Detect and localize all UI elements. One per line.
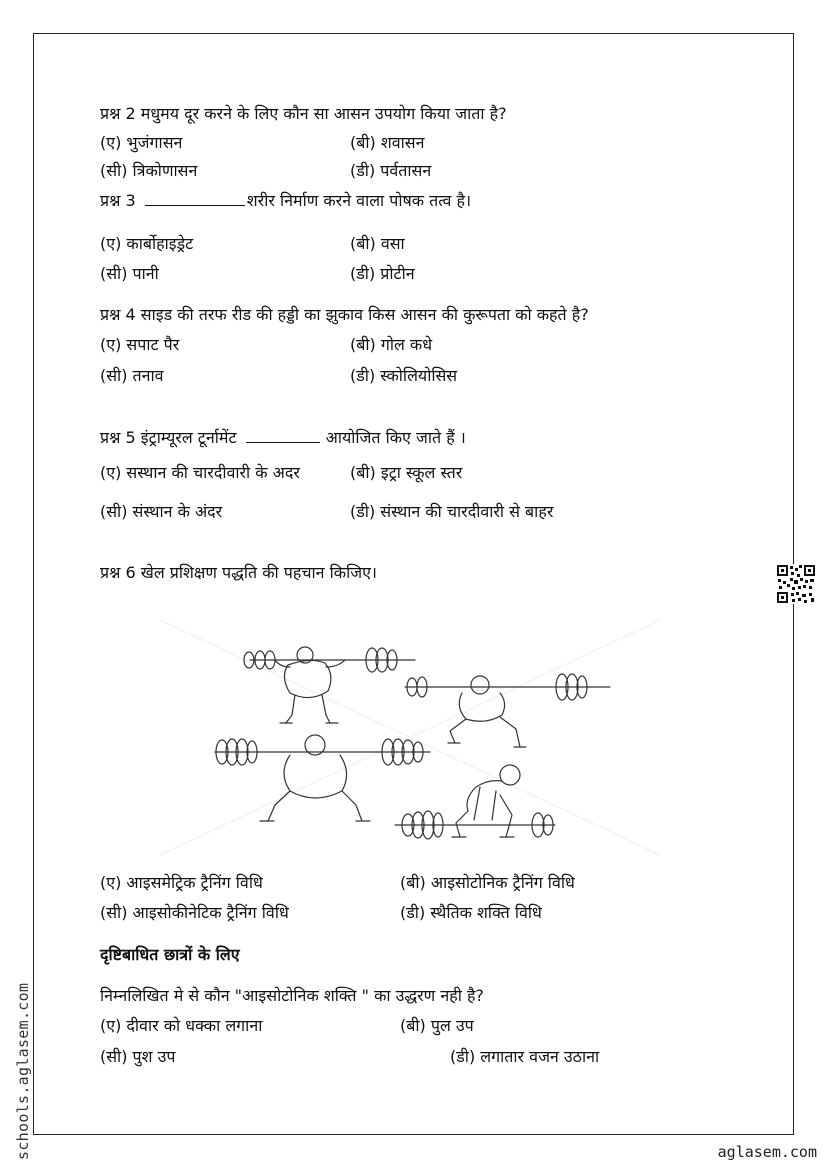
lifter-top-left [244, 647, 415, 723]
visually-impaired-heading: दृष्टिबाधित छात्रों के लिए [100, 945, 240, 964]
q3-option-a: (ए) कार्बोहाइड्रेट [100, 234, 194, 253]
q4-option-d: (डी) स्कोलियोसिस [350, 366, 458, 385]
q2-option-a: (ए) भुजंगासन [100, 133, 183, 152]
q5-option-d: (डी) संस्थान की चारदीवारी से बाहर [350, 502, 554, 521]
question-5-text [100, 428, 466, 448]
vi-question-text: निम्नलिखित मे से कौन "आइसोटोनिक शक्ति " का उद्धरण नही है? [100, 986, 484, 1005]
question-4-text: प्रश्न 4 साइड की तरफ रीड की हड्डी का झुकाव किस आसन की कुरूपता को कहते है? [100, 305, 589, 324]
qr-code-icon [776, 564, 816, 604]
question-3-text [100, 191, 471, 211]
vi-option-d: (डी) लगातार वजन उठाना [450, 1047, 600, 1066]
q5-option-b: (बी) इट्रा स्कूल स्तर [350, 463, 463, 482]
q2-option-c: (सी) त्रिकोणासन [100, 161, 198, 180]
q5-blank [246, 428, 320, 443]
q5-prefix: प्रश्न 5 इंट्राम्यूरल टूर्नामेंट [100, 428, 237, 447]
footer-watermark: aglasem.com [717, 1143, 817, 1161]
q5-suffix: आयोजित किए जाते हैं । [325, 428, 466, 447]
vi-option-a: (ए) दीवार को धक्का लगाना [100, 1016, 263, 1035]
vi-option-c: (सी) पुश उप [100, 1047, 176, 1066]
q2-option-b: (बी) शवासन [350, 133, 425, 152]
question-2-text: प्रश्न 2 मधुमय दूर करने के लिए कौन सा आसन उपयोग किया जाता है? [100, 104, 507, 123]
q6-option-c: (सी) आइसोकीनेटिक ट्रैनिंग विधि [100, 903, 289, 922]
q4-option-b: (बी) गोल कधे [350, 335, 433, 354]
lifter-right [405, 674, 610, 747]
lifter-middle-left [215, 735, 430, 821]
lifter-bottom-right [395, 765, 555, 839]
q3-blank [145, 191, 245, 206]
q3-option-b: (बी) वसा [350, 234, 405, 253]
side-watermark: schools.aglasem.com [14, 982, 32, 1160]
q3-prefix: प्रश्न 3 [100, 191, 136, 210]
q4-option-a: (ए) सपाट पैर [100, 335, 180, 354]
vi-option-b: (बी) पुल उप [400, 1016, 474, 1035]
q3-option-c: (सी) पानी [100, 264, 159, 283]
q6-option-b: (बी) आइसोटोनिक ट्रैनिंग विधि [400, 873, 575, 892]
q2-option-d: (डी) पर्वतासन [350, 161, 432, 180]
q6-option-d: (डी) स्थैतिक शक्ति विधि [400, 903, 542, 922]
q6-option-a: (ए) आइसमेट्रिक ट्रैनिंग विधि [100, 873, 263, 892]
weightlifting-illustration [150, 615, 670, 865]
q4-option-c: (सी) तनाव [100, 366, 164, 385]
q5-option-a: (ए) सस्थान की चारदीवारी के अदर [100, 463, 300, 482]
question-6-text: प्रश्न 6 खेल प्रशिक्षण पद्धति की पहचान किजिए। [100, 563, 377, 582]
q3-option-d: (डी) प्रोटीन [350, 264, 415, 283]
q5-option-c: (सी) संस्थान के अंदर [100, 502, 223, 521]
q3-suffix: शरीर निर्माण करने वाला पोषक तत्व है। [246, 191, 472, 210]
